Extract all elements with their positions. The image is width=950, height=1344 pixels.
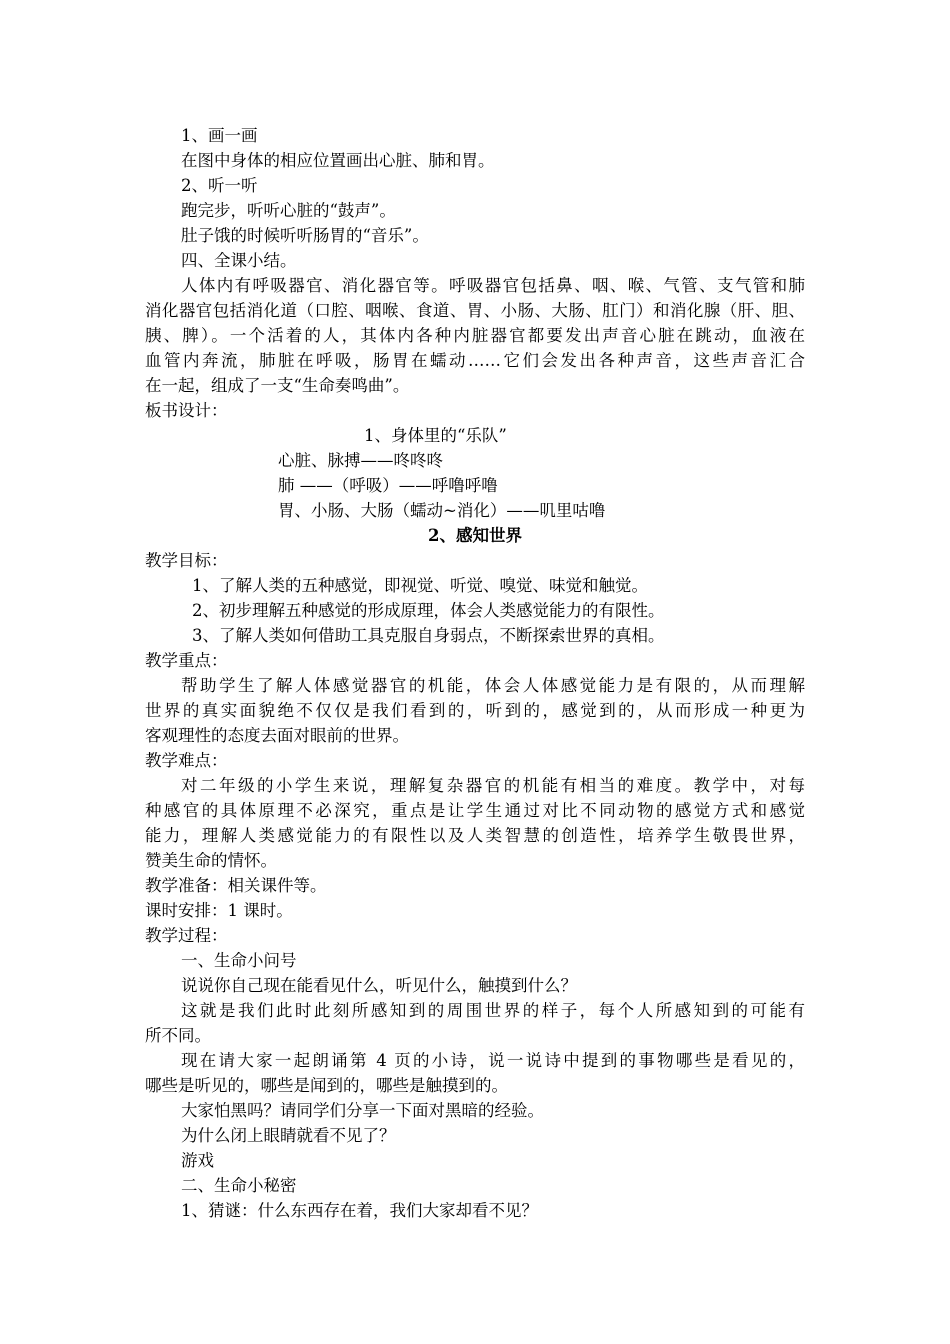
listen-text-1: 跑完步，听听心脏的“鼓声”。: [181, 201, 396, 220]
listen-text-2: 肚子饿的时候听听肠胃的“音乐”。: [181, 226, 429, 245]
key-point-line: 世界的真实面貌绝不仅仅是我们看到的，听到的，感觉到的，从而形成一种更为: [145, 701, 805, 720]
summary-line: 消化器官包括消化道（口腔、咽喉、食道、胃、小肠、大肠、肛门）和消化腺（肝、胆、: [145, 301, 805, 320]
key-points-label: 教学重点：: [145, 651, 228, 670]
board-design-label: 板书设计：: [145, 401, 228, 420]
goal-item: 2、初步理解五种感觉的形成原理，体会人类感觉能力的有限性。: [192, 601, 665, 620]
key-point-line: 帮助学生了解人体感觉器官的机能，体会人体感觉能力是有限的，从而理解: [181, 676, 805, 695]
section-activity: 游戏: [181, 1151, 214, 1170]
summary-line: 在一起，组成了一支“生命奏鸣曲”。: [145, 376, 410, 395]
key-point-line: 客观理性的态度去面对眼前的世界。: [145, 726, 409, 745]
lesson-title: 2、感知世界: [428, 526, 522, 545]
goal-item: 3、了解人类如何借助工具克服自身弱点，不断探索世界的真相。: [192, 626, 665, 645]
section-paragraph-line: 这就是我们此时此刻所感知到的周围世界的样子，每个人所感知到的可能有: [181, 1001, 805, 1020]
section-heading: 一、生命小问号: [181, 951, 297, 970]
board-line: 肺 ——（呼吸）——呼噜呼噜: [278, 476, 498, 495]
section-paragraph-line: 哪些是听见的，哪些是闻到的，哪些是触摸到的。: [145, 1076, 508, 1095]
goal-item: 1、了解人类的五种感觉，即视觉、听觉、嗅觉、味觉和触觉。: [192, 576, 648, 595]
class-schedule: 课时安排：1 课时。: [145, 901, 293, 920]
draw-instruction: 在图中身体的相应位置画出心脏、肺和胃。: [181, 151, 495, 170]
teaching-prep: 教学准备：相关课件等。: [145, 876, 327, 895]
difficulty-line: 能力，理解人类感觉能力的有限性以及人类智慧的创造性，培养学生敬畏世界，: [145, 826, 805, 845]
section-heading: 二、生命小秘密: [181, 1176, 297, 1195]
draw-heading: 1、画一画: [181, 126, 258, 145]
section-paragraph-line: 所不同。: [145, 1026, 211, 1045]
goals-label: 教学目标：: [145, 551, 228, 570]
board-line: 胃、小肠、大肠（蠕动~消化）——叽里咕噜: [278, 501, 606, 520]
summary-line: 人体内有呼吸器官、消化器官等。呼吸器官包括鼻、咽、喉、气管、支气管和肺: [181, 276, 805, 295]
section-riddle: 1、猜谜：什么东西存在着，我们大家却看不见？: [181, 1201, 538, 1220]
process-label: 教学过程：: [145, 926, 228, 945]
difficulty-label: 教学难点：: [145, 751, 228, 770]
summary-line: 血管内奔流，肺脏在呼吸，肠胃在蠕动……它们会发出各种声音，这些声音汇合: [145, 351, 805, 370]
summary-heading: 四、全课小结。: [181, 251, 297, 270]
difficulty-line: 对二年级的小学生来说，理解复杂器官的机能有相当的难度。教学中，对每: [181, 776, 805, 795]
board-line: 心脏、脉搏——咚咚咚: [278, 451, 443, 470]
board-title: 1、身体里的“乐队”: [364, 426, 507, 445]
difficulty-line: 赞美生命的情怀。: [145, 851, 277, 870]
summary-line: 胰、脾）。一个活着的人，其体内各种内脏器官都要发出声音心脏在跳动，血液在: [145, 326, 805, 345]
difficulty-line: 种感官的具体原理不必深究，重点是让学生通过对比不同动物的感觉方式和感觉: [145, 801, 805, 820]
section-paragraph-line: 现在请大家一起朗诵第 4 页的小诗，说一说诗中提到的事物哪些是看见的，: [181, 1051, 805, 1070]
listen-heading: 2、听一听: [181, 176, 258, 195]
section-question: 大家怕黑吗？请同学们分享一下面对黑暗的经验。: [181, 1101, 544, 1120]
section-question: 为什么闭上眼睛就看不见了？: [181, 1126, 396, 1145]
section-question: 说说你自己现在能看见什么，听见什么，触摸到什么？: [181, 976, 577, 995]
